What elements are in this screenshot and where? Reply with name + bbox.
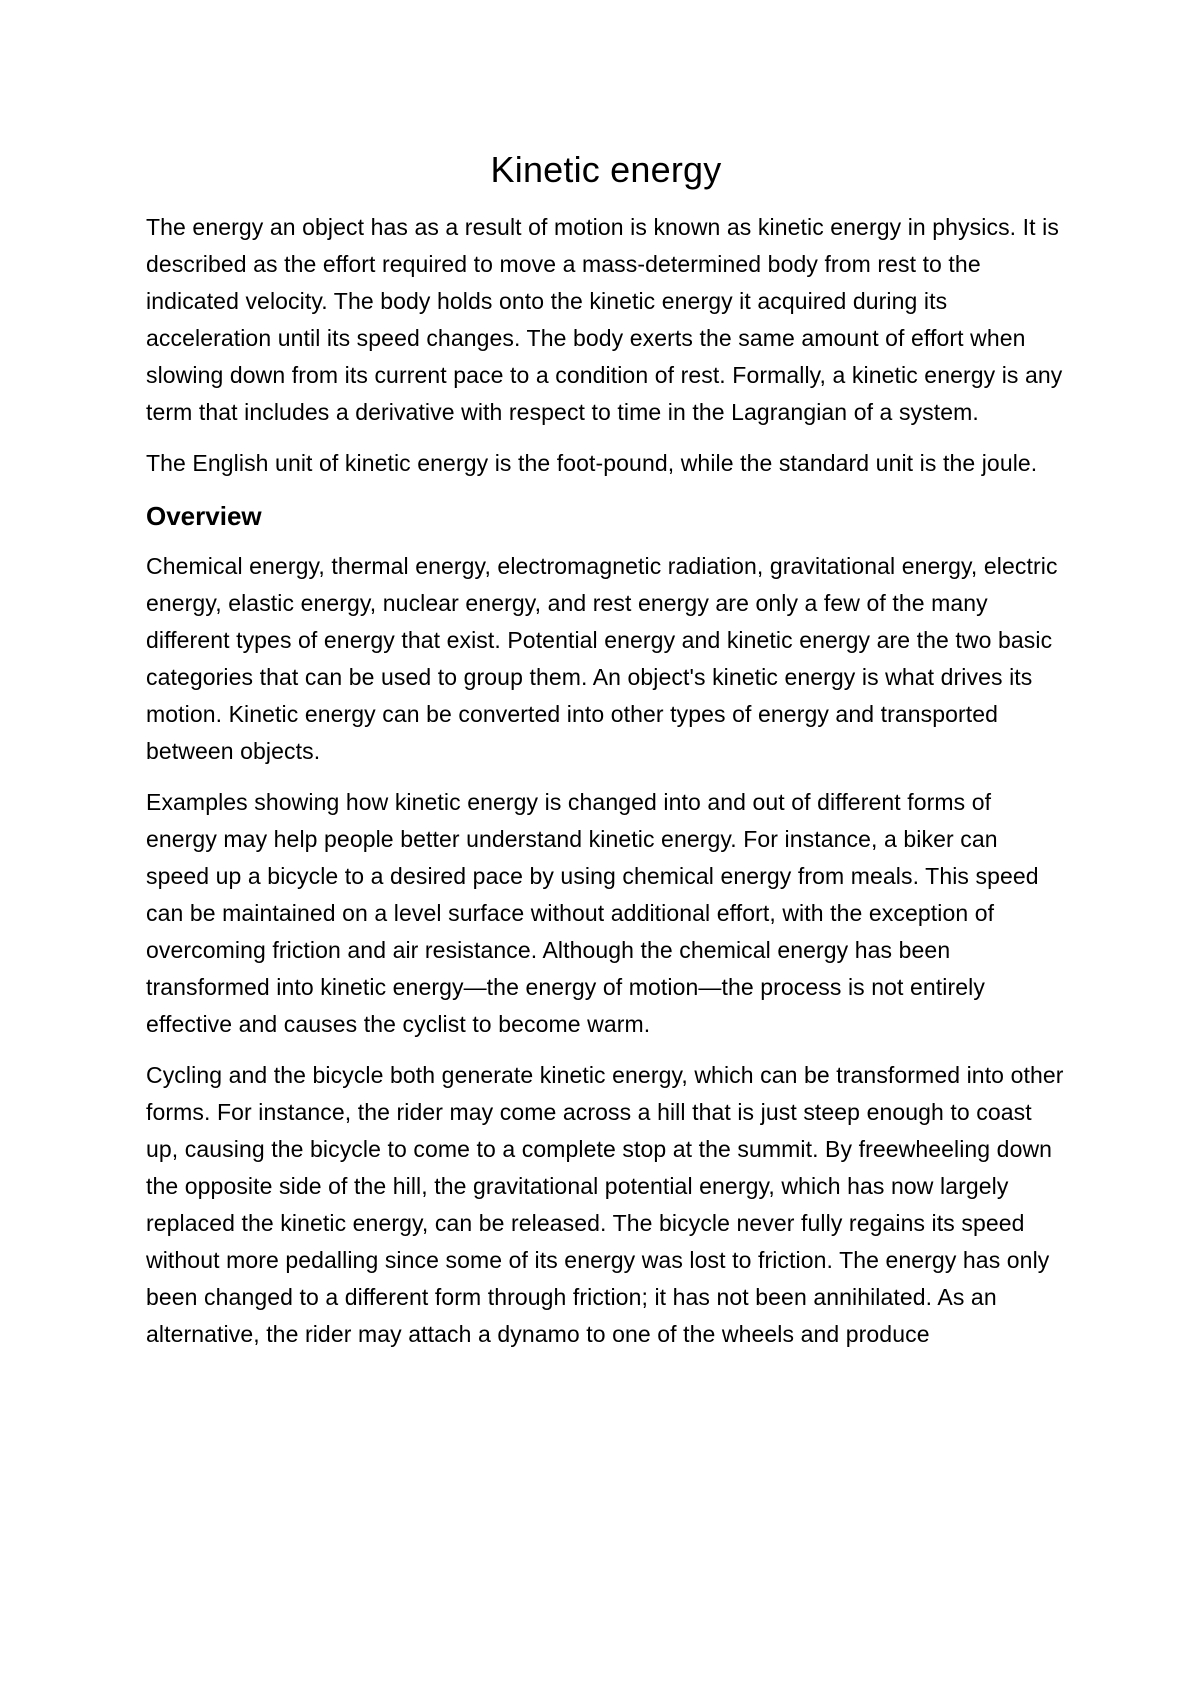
section-heading-overview: Overview (146, 501, 262, 532)
intro-paragraph: The English unit of kinetic energy is the foot-pound, while the standard unit is the joule. (146, 450, 1038, 477)
document-title: Kinetic energy (490, 149, 722, 190)
overview-paragraph: Chemical energy, thermal energy, electromagnetic radiation, gravitational energy, electric energy, elastic energy, nuclear energy, and rest energy are only a few of the many different types of energy that exist. Potential energy and kinetic energy are the two basic categories that can be used to group them. An object's kinetic energy is what drives its motion. Kinetic energy can be converted into other types of energy and transported between objects. (146, 552, 1058, 764)
intro-paragraph: The energy an object has as a result of motion is known as kinetic energy in physics. It is described as the effort required to move a mass-determined body from rest to the indicated velocity. The body holds onto the kinetic energy it acquired during its acceleration until its speed changes. The body exerts the same amount of effort when slowing down from its current pace to a condition of rest. Formally, a kinetic energy is any term that includes a derivative with respect to time in the Lagrangian of a system. (146, 214, 1063, 426)
overview-paragraph: Examples showing how kinetic energy is changed into and out of different forms of energy may help people better understand kinetic energy. For instance, a biker can speed up a bicycle to a desired pace by using chemical energy from meals. This speed can be maintained on a level surface without additional effort, with the exception of overcoming friction and air resistance. Although the chemical energy has been transformed into kinetic energy—the energy of motion—the process is not entirely effective and causes the cyclist to become warm. (146, 788, 1039, 1037)
document-body (146, 148, 1066, 1367)
overview-paragraph: Cycling and the bicycle both generate kinetic energy, which can be transformed into other forms. For instance, the rider may come across a hill that is just steep enough to coast up, causing the bicycle to come to a complete stop at the summit. By freewheeling down the opposite side of the hill, the gravitational potential energy, which has now largely replaced the kinetic energy, can be released. The bicycle never fully regains its speed without more pedalling since some of its energy was lost to friction. The energy has only been changed to a different form through friction; it has not been annihilated. As an alternative, the rider may attach a dynamo to one of the wheels and produce (146, 1061, 1064, 1347)
